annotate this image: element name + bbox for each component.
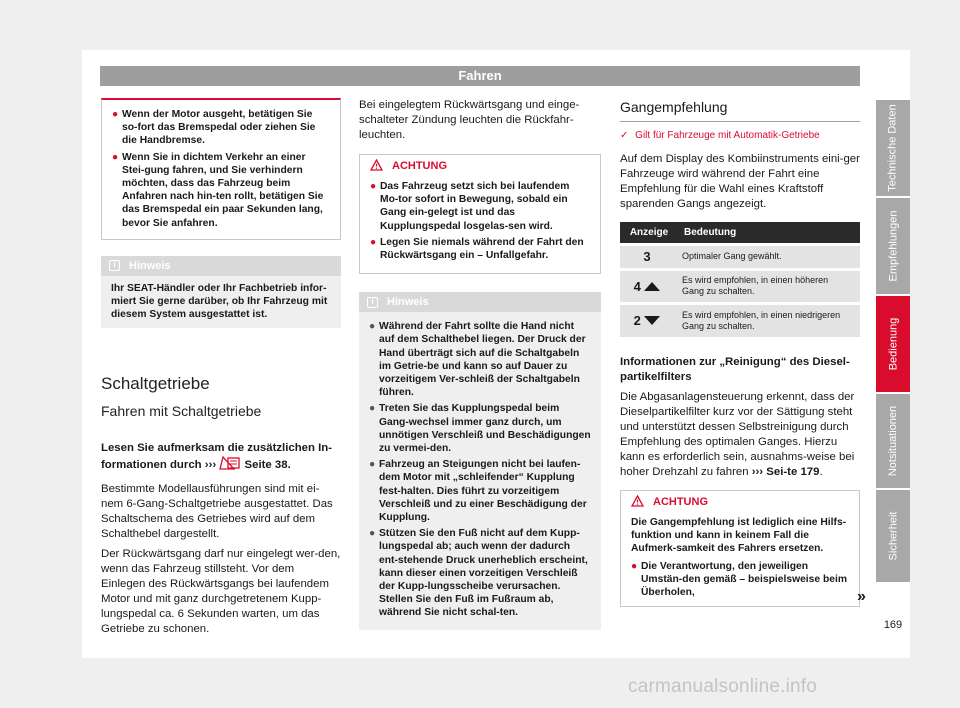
- intro-paragraph: Lesen Sie aufmerksam die zusätzlichen In-formationen durch ››› Seite 38.: [101, 441, 341, 475]
- table-header: Bedeutung: [674, 222, 860, 244]
- section-title: Gangempfehlung: [620, 99, 728, 115]
- section-subtitle: Fahren mit Schaltgetriebe: [101, 403, 262, 420]
- gear-symbol: 3: [620, 244, 674, 269]
- list-item: ● Treten Sie das Kupplungspedal beim Gang-wechsel immer ganz durch, um unnötigen Verschleiß und Beschädigungen zu vermei-den.: [369, 403, 591, 455]
- page-link[interactable]: Seite 38.: [244, 459, 291, 472]
- table-header: Anzeige: [620, 222, 674, 244]
- arrow-down-icon: [644, 315, 660, 326]
- paragraph: Die Abgasanlagensteuerung erkennt, dass der Dieselpartikelfilter kurz vor der Sättigung steht und unterstützt dessen Selbstreinigung durch Empfehlung des optimalen Ganges. Hierzu kann es erforderlich sein, ausnahms-weise bei hoher Drehzahl zu fahren ››› Sei-te 179.: [620, 391, 855, 478]
- hinweis-box: [359, 292, 601, 629]
- column-left: [101, 98, 341, 642]
- paragraph: Bei eingelegtem Rückwärtsgang und einge-schalteter Zündung leuchten die Rückfahr-leuchten.: [359, 99, 580, 141]
- hinweis-text: Ihr SEAT-Händler oder Ihr Fachbetrieb infor-miert Sie gerne darüber, ob Ihr Fahrzeug mit diesem System ausgestattet ist.: [101, 276, 341, 329]
- warning-triangle-icon: [631, 495, 644, 510]
- info-icon: i: [109, 260, 120, 271]
- page-header: Fahren: [100, 66, 860, 86]
- achtung-box: [620, 490, 860, 607]
- achtung-box: [359, 154, 601, 274]
- list-item: ● Während der Fahrt sollte die Hand nicht auf dem Schalthebel liegen. Der Druck der Hand überträgt sich auf die Schaltgabeln im Getrie-be und kann so auf Dauer zu vorzeitigem Ver-schleiß der Schaltgabeln führen.: [369, 321, 586, 399]
- list-item: ● Legen Sie niemals während der Fahrt den Rückwärtsgang ein – Unfallgefahr.: [370, 236, 584, 262]
- page-number: 169: [883, 619, 903, 631]
- gear-table: [620, 222, 860, 337]
- list-item: ● Die Verantwortung, den jeweiligen Umstän-den gemäß – beispielsweise beim Überholen,: [631, 560, 848, 599]
- list-item: ● Das Fahrzeug setzt sich bei laufendem Mo-tor sofort in Bewegung, sobald ein Gang ein-gelegt ist und das Kupplungspedal losgelas-sen wird.: [370, 181, 570, 232]
- warning-triangle-icon: [219, 456, 241, 475]
- applicability-note: ✓ Gilt für Fahrzeuge mit Automatik-Getriebe: [620, 130, 820, 141]
- page-link[interactable]: ››› Sei-te 179: [751, 466, 820, 478]
- warning-bullets-box: [101, 98, 341, 240]
- check-icon: ✓: [620, 130, 629, 141]
- achtung-header: ACHTUNG: [621, 491, 859, 513]
- paragraph: Der Rückwärtsgang darf nur eingelegt wer-den, wenn das Fahrzeug stillsteht. Vor dem Einlegen des Rückwärtsgangs bei laufendem Motor und mit ganz durchgetretenem Kupp-lungspedal ca. 6 Sekunden warten, um das Getriebe zu schonen.: [101, 548, 341, 636]
- arrow-up-icon: [644, 281, 660, 292]
- section-title: Schaltgetriebe: [101, 374, 210, 394]
- sidebar-tab-technische-daten[interactable]: Technische Daten: [876, 100, 910, 196]
- paragraph: Auf dem Display des Kombiinstruments eini-ger Fahrzeuge wird während der Fahrt eine Empfehlung für die Wahl eines Kraftstoff sparenden Gangs angezeigt.: [620, 153, 860, 210]
- info-icon: i: [367, 297, 378, 308]
- column-middle: [359, 98, 601, 630]
- sidebar-tab-empfehlungen[interactable]: Empfehlungen: [876, 198, 910, 294]
- hinweis-box: [101, 256, 341, 329]
- achtung-header: ACHTUNG: [360, 155, 600, 177]
- list-item: ● Wenn der Motor ausgeht, betätigen Sie so-fort das Bremspedal oder ziehen Sie die Handbremse.: [112, 109, 316, 147]
- subheading: Informationen zur „Reinigung“ des Diesel-partikelfilters: [620, 356, 850, 383]
- list-item: ● Fahrzeug an Steigungen nicht bei laufen-dem Motor mit „schleifender“ Kupplung fest-halten. Dies führt zu vorzeitigem Verschleiß und zu einer Beschädigung der Kupplung.: [369, 459, 587, 524]
- hinweis-header: i Hinweis: [101, 256, 341, 276]
- gear-symbol: 2: [620, 303, 674, 337]
- paragraph: Bestimmte Modellausführungen sind mit ei-nem 6-Gang-Schaltgetriebe ausgestattet. Das Schaltschema des Getriebes wird auf dem Schalthebel dargestellt.: [101, 483, 333, 541]
- table-row: 4 Es wird empfohlen, in einen höheren Gang zu schalten.: [620, 269, 860, 303]
- sidebar-tab-sicherheit[interactable]: Sicherheit: [876, 490, 910, 582]
- continue-icon: »: [857, 588, 866, 605]
- list-item: ● Wenn Sie in dichtem Verkehr an einer Stei-gung fahren, und Sie verhindern möchten, dass das Fahrzeug beim Anfahren nach hin-ten rollt, betätigen Sie das Bremspedal ein paar Sekunden lang, bevor Sie anfahren.: [112, 151, 324, 229]
- divider: [620, 121, 860, 122]
- achtung-text: Die Gangempfehlung ist lediglich eine Hilfs-funktion und kann in keinem Fall die Aufmerk-samkeit des Fahrers ersetzen.: [631, 517, 847, 555]
- gear-symbol: 4: [620, 269, 674, 303]
- column-right: [620, 98, 860, 607]
- sidebar-tab-notsituationen[interactable]: Notsituationen: [876, 394, 910, 488]
- table-row: 2 Es wird empfohlen, in einen niedrigeren Gang zu schalten.: [620, 303, 860, 337]
- sidebar-tab-bedienung[interactable]: Bedienung: [876, 296, 910, 392]
- warning-triangle-icon: [370, 159, 383, 174]
- watermark: carmanualsonline.info: [628, 676, 818, 697]
- table-row: 3 Optimaler Gang gewählt.: [620, 244, 860, 269]
- hinweis-header: i Hinweis: [359, 292, 601, 312]
- list-item: ● Stützen Sie den Fuß nicht auf dem Kupp-lungspedal ab; auch wenn der dadurch ent-stehende Druck unerheblich erscheint, kann dieser einen vorzeitigen Verschleiß der Kupp-lungsscheibe verursachen. Stellen Sie den Fuß im Fußraum ab, während Sie nicht schal-ten.: [369, 528, 588, 619]
